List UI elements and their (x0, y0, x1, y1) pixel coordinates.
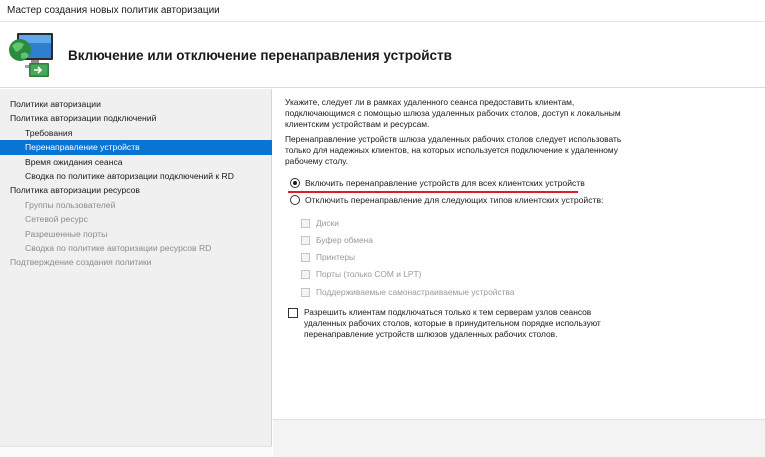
nav-step-user-groups: Группы пользователей (25, 199, 116, 210)
ports-label: Порты (только COM и LPT) (316, 269, 422, 279)
wizard-header (0, 22, 765, 88)
remote-desktop-gateway-icon (8, 30, 58, 80)
printers-checkbox (301, 253, 310, 262)
pnp-label: Поддерживаемые самонастраиваемые устройства (316, 287, 515, 297)
wizard-content-pane (273, 89, 765, 457)
window-title: Мастер создания новых политик авторизации (7, 5, 220, 16)
nav-step-confirmation: Подтверждение создания политики (10, 257, 152, 268)
trusted-clients-note: Перенаправление устройств шлюза удаленных рабочих столов следует использовать только для надежных клиентов, на которых используется подключение к удаленному рабочему столу. (285, 134, 622, 166)
device-option-ports (301, 268, 421, 280)
enforce-server-option[interactable] (288, 307, 624, 340)
drives-checkbox (301, 219, 310, 228)
enable-redirection-radio[interactable] (290, 178, 300, 188)
nav-step-connection-policy[interactable]: Политика авторизации подключений (10, 113, 157, 124)
nav-step-allowed-ports: Разрешенные порты (25, 228, 108, 239)
page-title: Включение или отключение перенаправления устройств (68, 48, 452, 63)
device-option-drives (301, 217, 339, 229)
nav-step-connection-policy-summary[interactable]: Сводка по политике авторизации подключений к RD (25, 170, 234, 181)
intro-text: Укажите, следует ли в рамках удаленного сеанса предоставить клиентам, подключающимся с помощью шлюза удаленных рабочих столов, доступ к локальным клиентским устройствам и ресурсам. (285, 97, 621, 129)
clipboard-checkbox (301, 236, 310, 245)
nav-step-authorization-policies[interactable]: Политики авторизации (10, 99, 101, 109)
device-option-printers (301, 251, 355, 263)
enforce-server-checkbox[interactable] (288, 308, 298, 318)
enable-redirection-label: Включить перенаправление устройств для всех клиентских устройств (305, 178, 585, 188)
wizard-steps-pane (0, 89, 272, 457)
enable-redirection-option[interactable] (290, 176, 585, 190)
nav-step-resource-policy-summary: Сводка по политике авторизации ресурсов RD (25, 242, 212, 253)
nav-step-resource-policy[interactable]: Политика авторизации ресурсов (10, 185, 140, 196)
disable-redirection-option[interactable] (290, 193, 603, 207)
wizard-steps-list (0, 97, 272, 270)
ports-checkbox (301, 270, 310, 279)
window-titlebar (0, 0, 765, 22)
nav-step-session-timeout[interactable]: Время ожидания сеанса (25, 156, 123, 167)
nav-step-requirements[interactable]: Требования (25, 127, 73, 138)
clipboard-label: Буфер обмена (316, 235, 373, 245)
disable-redirection-label: Отключить перенаправление для следующих типов клиентских устройств: (305, 195, 604, 205)
pnp-checkbox (301, 288, 310, 297)
content-footer (273, 419, 765, 457)
printers-label: Принтеры (316, 252, 356, 262)
enforce-server-label: Разрешить клиентам подключаться только к тем серверам узлов сеансов удаленных рабочих столов, которые в принудительном порядке используют перенаправление устройств шлюзов удаленных рабочих столов. (304, 307, 601, 339)
drives-label: Диски (316, 218, 339, 228)
nav-step-device-redirection[interactable]: Перенаправление устройств (0, 140, 272, 154)
disable-redirection-radio[interactable] (290, 195, 300, 205)
left-pane-footer (0, 446, 272, 457)
device-option-pnp (301, 286, 514, 298)
nav-step-network-resource: Сетевой ресурс (25, 214, 88, 225)
device-option-clipboard (301, 234, 373, 246)
